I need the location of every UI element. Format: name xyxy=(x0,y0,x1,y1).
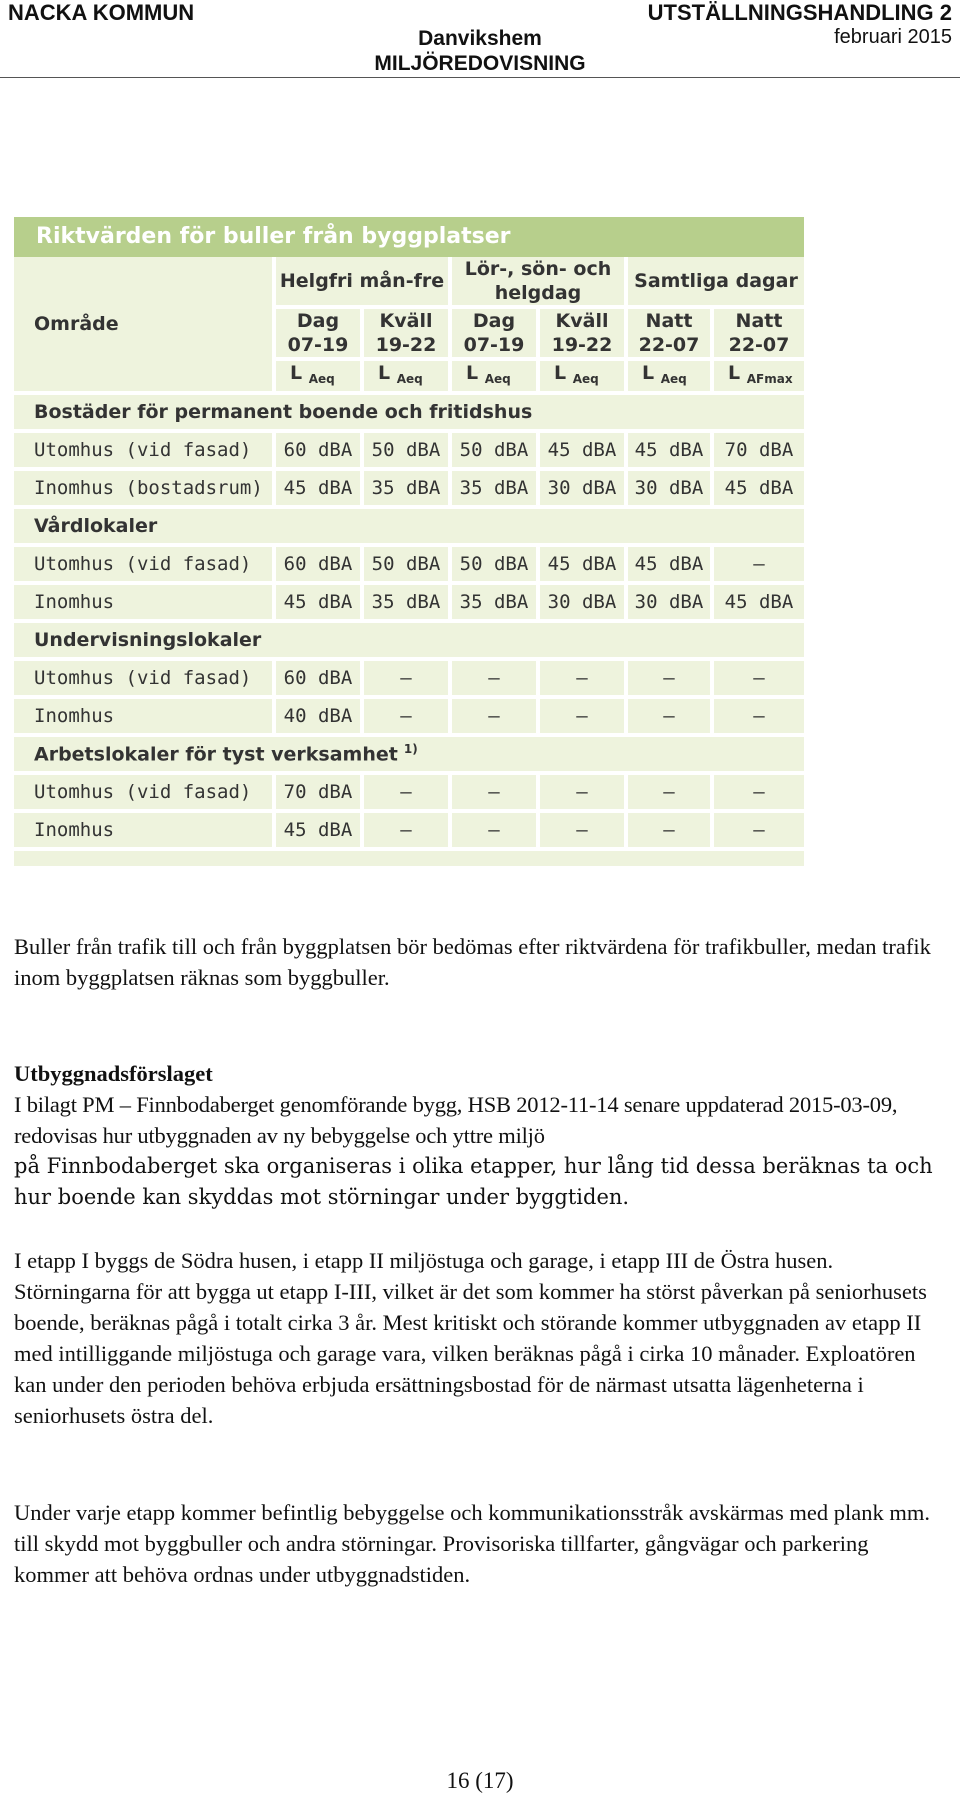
table-cell: 30 dBA xyxy=(540,585,628,623)
table-cell: 45 dBA xyxy=(540,547,628,585)
table-cell: 60 dBA xyxy=(276,661,364,699)
table-row xyxy=(14,471,804,509)
table-cell: – xyxy=(628,775,714,813)
section-heading: Utbyggnadsförslaget xyxy=(14,1061,213,1086)
table-cell: 30 dBA xyxy=(628,585,714,623)
table-cell: – xyxy=(540,699,628,737)
table-cell: 35 dBA xyxy=(364,585,452,623)
table-cell: – xyxy=(452,699,540,737)
table-section-row xyxy=(14,509,804,547)
row-label: Utomhus (vid fasad) xyxy=(14,661,276,699)
table-cell: 30 dBA xyxy=(540,471,628,509)
doc-type: UTSTÄLLNINGSHANDLING 2 xyxy=(647,0,952,25)
table-section-row xyxy=(14,623,804,661)
table-row xyxy=(14,433,804,471)
table-cell: 35 dBA xyxy=(364,471,452,509)
table-cell: 45 dBA xyxy=(276,471,364,509)
measure-label: L $_{Aeq}$ xyxy=(364,361,452,395)
table-row xyxy=(14,661,804,699)
table-cell: – xyxy=(540,775,628,813)
table-cell: – xyxy=(540,813,628,851)
table-cell: 70 dBA xyxy=(276,775,364,813)
section-title: Arbetslokaler för tyst verksamhet $^{1)}$ xyxy=(14,737,804,775)
paragraph-pm-part2: på Finnbodaberget ska organiseras i olika etapper, hur lång tid dessa beräknas ta och hur boende kan skyddas mot störningar under byggtiden. xyxy=(14,1154,933,1209)
paragraph-plank: Under varje etapp kommer befintlig bebyggelse och kommunikationsstråk avskärmas med plank mm. till skydd mot byggbuller och andra störningar. Provisoriska tillfarter, gångvägar och parkering kommer att behöva ordnas under utbyggnadstiden. xyxy=(14,1500,931,1587)
footnote-marker: 1) xyxy=(403,742,418,757)
table-cell: 35 dBA xyxy=(452,471,540,509)
row-label: Utomhus (vid fasad) xyxy=(14,433,276,471)
table-cell: 45 dBA xyxy=(540,433,628,471)
table-cell: 70 dBA xyxy=(714,433,804,471)
table-cell: – xyxy=(364,813,452,851)
paragraph-traffic: Buller från trafik till och från byggplatsen bör bedömas efter riktvärdena för trafikbuller, medan trafik inom byggplatsen räknas som byggbuller. xyxy=(14,934,931,990)
row-label: Utomhus (vid fasad) xyxy=(14,547,276,585)
paragraph-pm-part1: I bilagt PM – Finnbodaberget genomförande bygg, HSB 2012-11-14 senare uppdaterad 2015-03-09, redovisas hur utbyggnaden av ny bebyggelse och yttre miljö xyxy=(14,1092,898,1148)
table-cell: – xyxy=(452,775,540,813)
table-row xyxy=(14,585,804,623)
table-section-row xyxy=(14,395,804,433)
column-header: Natt 22-07 xyxy=(714,309,804,361)
table-cell: 35 dBA xyxy=(452,585,540,623)
column-header: Dag 07-19 xyxy=(452,309,540,361)
table-cell: – xyxy=(628,661,714,699)
table-row xyxy=(14,813,804,851)
table-cell: 50 dBA xyxy=(364,433,452,471)
row-label: Inomhus (bostadsrum) xyxy=(14,471,276,509)
table-cell: 30 dBA xyxy=(628,471,714,509)
measure-label: L $_{Aeq}$ xyxy=(628,361,714,395)
table-cell: – xyxy=(628,699,714,737)
table-cell: 60 dBA xyxy=(276,547,364,585)
table-cell: – xyxy=(714,547,804,585)
table-cell: – xyxy=(364,699,452,737)
project-name: Danvikshem xyxy=(418,27,542,50)
table-cell: – xyxy=(714,775,804,813)
table-cell: 50 dBA xyxy=(452,547,540,585)
group-header: Lör-, sön- och helgdag xyxy=(452,257,628,309)
table-cell: 50 dBA xyxy=(452,433,540,471)
table-cell: 45 dBA xyxy=(628,547,714,585)
doc-subtitle: MILJÖREDOVISNING xyxy=(374,52,586,75)
column-header: Kväll 19-22 xyxy=(364,309,452,361)
measure-label: L $_{Aeq}$ xyxy=(540,361,628,395)
row-label: Utomhus (vid fasad) xyxy=(14,775,276,813)
section-title: Bostäder för permanent boende och fritidshus xyxy=(14,395,804,433)
table-cell: 45 dBA xyxy=(714,471,804,509)
table-cell: 60 dBA xyxy=(276,433,364,471)
table-body xyxy=(14,395,804,851)
table-cell: 50 dBA xyxy=(364,547,452,585)
row-label: Inomhus xyxy=(14,585,276,623)
column-header: Dag 07-19 xyxy=(276,309,364,361)
table-row xyxy=(14,775,804,813)
group-header: Samtliga dagar xyxy=(628,257,804,309)
table-cell: 45 dBA xyxy=(628,433,714,471)
paragraph-etapper: I etapp I byggs de Södra husen, i etapp II miljöstuga och garage, i etapp III de Östra husen. Störningarna för att bygga ut etapp I-III, vilket är det som kommer ha störst påverkan på seniorhusets boende, beräknas pågå i totalt cirka 3 år. Mest kritiskt och störande kommer utbyggnaden av etapp II med intilliggande miljöstuga och garage vara, vilken beräknas pågå i cirka 10 månader. Exploatören kan under den perioden behöva erbjuda ersättningsbostad för de närmast utsatta lägenheterna i seniorhusets östra del. xyxy=(14,1248,927,1428)
table-cell: 45 dBA xyxy=(276,585,364,623)
column-header: Kväll 19-22 xyxy=(540,309,628,361)
doc-date: februari 2015 xyxy=(834,26,952,48)
measure-label: L $_{AFmax}$ xyxy=(714,361,804,395)
measure-label: L $_{Aeq}$ xyxy=(452,361,540,395)
group-header: Helgfri mån-fre xyxy=(276,257,452,309)
table-cell: – xyxy=(628,813,714,851)
page-header xyxy=(0,0,960,78)
section-title: Vårdlokaler xyxy=(14,509,804,547)
page-number: 16 (17) xyxy=(446,1768,514,1793)
header-center xyxy=(0,26,960,76)
column-header: Natt 22-07 xyxy=(628,309,714,361)
table-cell: – xyxy=(364,775,452,813)
table-cell: – xyxy=(364,661,452,699)
measure-label: L $_{Aeq}$ xyxy=(276,361,364,395)
table-cell: – xyxy=(714,699,804,737)
org-name: NACKA KOMMUN xyxy=(8,0,195,25)
area-header: Område xyxy=(14,257,276,395)
table-row xyxy=(14,699,804,737)
table-cell: 40 dBA xyxy=(276,699,364,737)
table-cell: 45 dBA xyxy=(276,813,364,851)
table-cell: – xyxy=(714,661,804,699)
section-title: Undervisningslokaler xyxy=(14,623,804,661)
row-label: Inomhus xyxy=(14,699,276,737)
row-label: Inomhus xyxy=(14,813,276,851)
table-cell: – xyxy=(714,813,804,851)
table-row xyxy=(14,547,804,585)
table-cell: 45 dBA xyxy=(714,585,804,623)
table-title: Riktvärden för buller från byggplatser xyxy=(14,217,804,257)
noise-limits-table xyxy=(14,217,804,866)
table-cell: – xyxy=(452,813,540,851)
table-cell: – xyxy=(540,661,628,699)
noise-table xyxy=(14,257,804,851)
table-cell: – xyxy=(452,661,540,699)
table-section-row xyxy=(14,737,804,775)
